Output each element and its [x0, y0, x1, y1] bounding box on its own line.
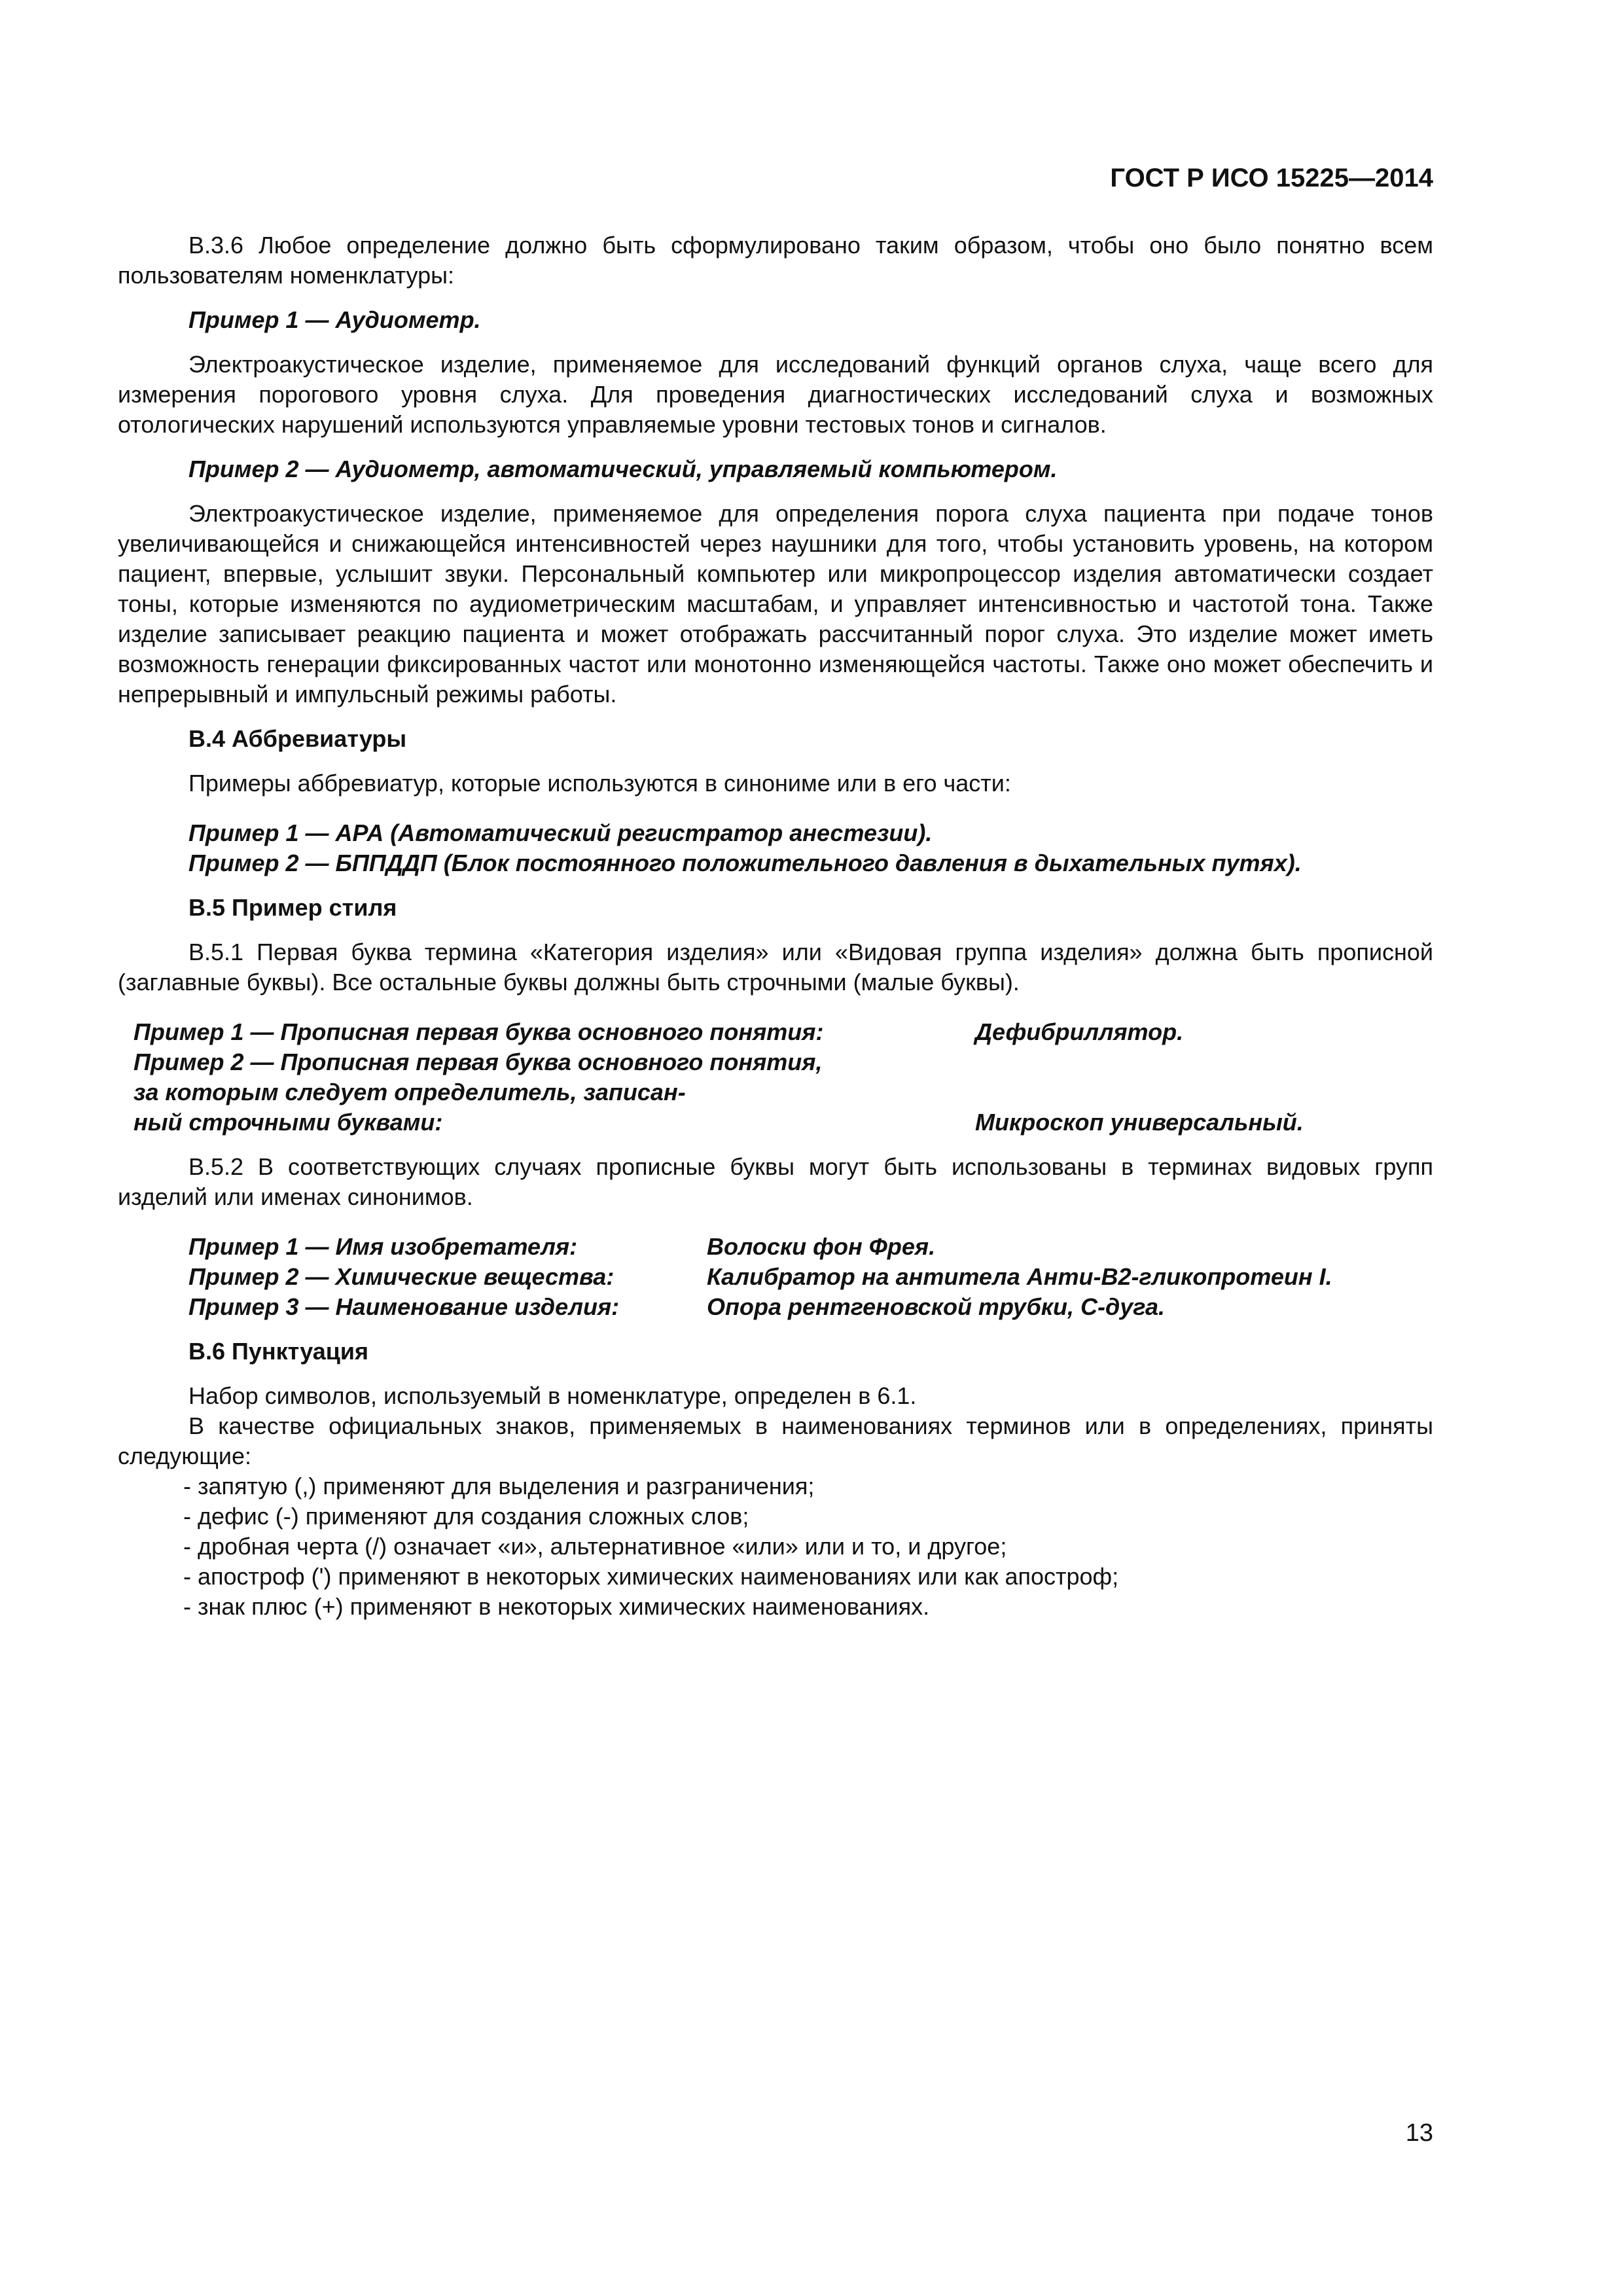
capital-example-row: [118, 1232, 1433, 1262]
page-number: 13: [1405, 2119, 1433, 2147]
capital-example-label: Пример 1 — Имя изобретателя:: [188, 1233, 578, 1260]
style-example-row: [118, 1017, 1433, 1047]
example-title: Пример 1 — Аудиометр.: [188, 306, 481, 333]
example-text: Электроакустическое изделие, применяемое для исследований функций органов слуха, чаще всего для измерения порогового уровня слуха. Для проведения диагностических исследований слуха и возможных отологических нарушений используются управляемые уровни тестовых тонов и сигналов.: [118, 351, 1433, 438]
style-example-value: Микроскоп универсальный.: [975, 1109, 1304, 1136]
style-example-label: Пример 2 — Прописная первая буква основного понятия,: [134, 1049, 823, 1075]
capital-example-row: [118, 1292, 1433, 1322]
style-example-row: [118, 1107, 1433, 1138]
paragraph-b36: В.3.6 Любое определение должно быть сформулировано таким образом, чтобы оно было понятно всем пользователям номенклатуры:: [118, 232, 1433, 289]
capital-example-label: Пример 3 — Наименование изделия:: [188, 1293, 620, 1320]
capital-example-value: Калибратор на антитела Анти-В2-гликопротеин I.: [707, 1263, 1332, 1290]
paragraph-b4-intro: Примеры аббревиатур, которые используются в синониме или в его части:: [188, 770, 1011, 797]
list-item: - апостроф (') применяют в некоторых химических наименованиях или как апостроф;: [183, 1563, 1119, 1590]
style-example-row: [118, 1077, 1433, 1107]
example-abbreviation: Пример 1 — АРА (Автоматический регистратор анестезии).: [188, 819, 933, 846]
page-content: [118, 230, 1433, 1622]
example-text: Электроакустическое изделие, применяемое для определения порога слуха пациента при подаче тонов увеличивающейся и снижающейся интенсивностей через наушники для того, чтобы установить уровень, на котором пациент, впервые, услышит звуки. Персональный компьютер или микропроцессор изделия автоматически создает тоны, которые изменяются по аудиометрическим масштабам, и управляет интенсивностью и частотой тона. Также изделие записывает реакцию пациента и может отображать рассчитанный порог слуха. Это изделие может иметь возможность генерации фиксированных частот или монотонно изменяющейся частоты. Также оно может обеспечить и непрерывный и импульсный режимы работы.: [118, 500, 1433, 708]
style-example-label: ный строчными буквами:: [134, 1109, 443, 1136]
document-id-header: ГОСТ Р ИСО 15225—2014: [1110, 164, 1433, 192]
capital-example-value: Волоски фон Фрея.: [707, 1233, 936, 1260]
example-abbreviation: Пример 2 — БППДДП (Блок постоянного положительного давления в дыхательных путях).: [188, 850, 1302, 876]
capital-example-value: Опора рентгеновской трубки, С-дуга.: [707, 1293, 1166, 1320]
list-item: - дробная черта (/) означает «и», альтернативное «или» или и то, и другое;: [183, 1533, 1007, 1560]
paragraph-b51: В.5.1 Первая буква термина «Категория изделия» или «Видовая группа изделия» должна быть прописной (заглавные буквы). Все остальные буквы должны быть строчными (малые буквы).: [118, 939, 1433, 996]
example-title: Пример 2 — Аудиометр, автоматический, управляемый компьютером.: [188, 456, 1058, 482]
punctuation-list: [118, 1471, 1433, 1622]
section-heading-b6: В.6 Пунктуация: [188, 1338, 369, 1365]
list-item: - знак плюс (+) применяют в некоторых химических наименованиях.: [183, 1593, 930, 1620]
style-example-row: [118, 1047, 1433, 1077]
capital-example-row: [118, 1262, 1433, 1292]
section-heading-b4: В.4 Аббревиатуры: [188, 725, 407, 752]
paragraph-b6-charset: Набор символов, используемый в номенклатуре, определен в 6.1.: [188, 1382, 917, 1409]
section-heading-b5: В.5 Пример стиля: [188, 894, 397, 921]
style-example-label: за которым следует определитель, записан-: [134, 1079, 686, 1105]
style-example-value: Дефибриллятор.: [975, 1018, 1184, 1045]
capital-example-label: Пример 2 — Химические вещества:: [188, 1263, 615, 1290]
style-example-label: Пример 1 — Прописная первая буква основного понятия:: [134, 1018, 824, 1045]
list-item: - запятую (,) применяют для выделения и разграничения;: [183, 1473, 815, 1499]
paragraph-b6-signs: В качестве официальных знаков, применяемых в наименованиях терминов или в определениях, приняты следующие:: [118, 1412, 1433, 1469]
paragraph-b52: В.5.2 В соответствующих случаях прописные буквы могут быть использованы в терминах видовых групп изделий или именах синонимов.: [118, 1153, 1433, 1210]
list-item: - дефис (-) применяют для создания сложных слов;: [183, 1503, 749, 1530]
